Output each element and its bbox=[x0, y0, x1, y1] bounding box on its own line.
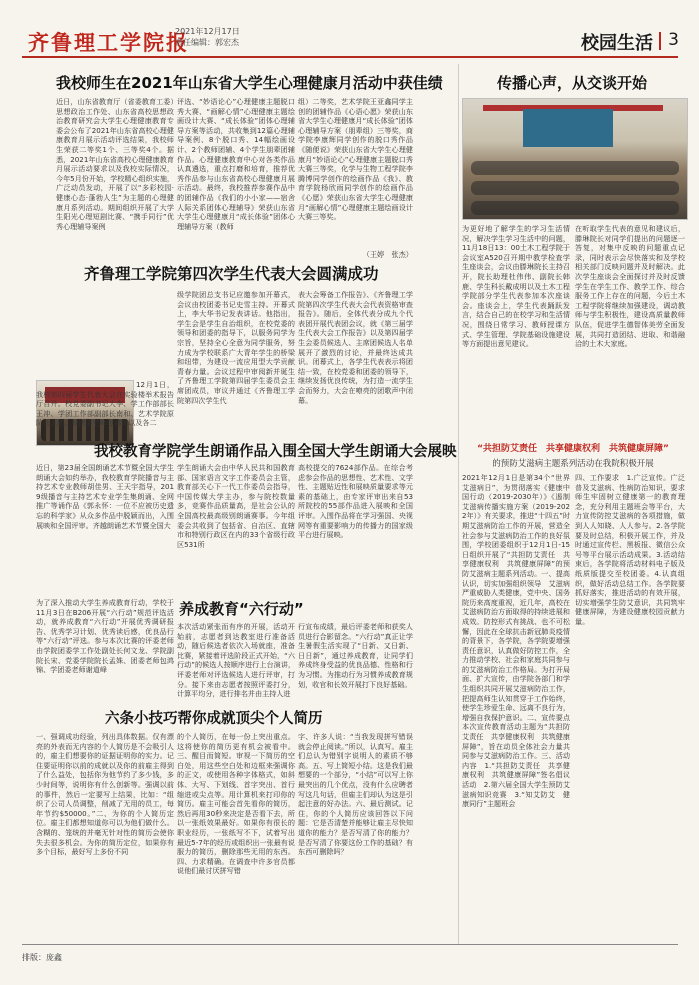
layout-editor: 排版：庞鑫 bbox=[22, 953, 62, 962]
page-separator bbox=[659, 32, 661, 50]
issue-meta bbox=[175, 26, 240, 48]
psych-byline: （王婷 张杰） bbox=[362, 250, 413, 259]
recital-headline: 我校教育学院学生朗诵作品入围全国大学生朗诵大会展映 bbox=[94, 444, 457, 460]
footer-rule bbox=[22, 944, 678, 945]
recital-col-1: 近日，第23届全国朗诵艺术节暨全国大学生朗诵大会如约举办，我校教育学院播音与主持艺术专业教师胡佳男、王天宇指导，2019级播音与主持艺术专业学生集朗诵、全网推广等诵作品《郭永怀：一位不应被历史遗忘的科学家》从众多作品中脱颖而出，入围展映和全国评审。齐越朗诵艺术节暨全国大 bbox=[36, 463, 174, 530]
psych-col-3: 组）二等奖，艺术学院王亚鑫同学主创的团辅作品《心语心愿》荣获山东省大学生心理健康月“成长体验”团体心理辅导方案（朋辈组）三等奖，商学院李康辉同学创作的脱口秀作品《随便说》荣获山东省大学生心理健康月“妙语论心”心理健康主题脱口秀大赛三等奖，化学与生物工程学院李腾博同学创作的绘画作品《我》、教育学院杨欣雨同学创作的绘画作品《心愿》荣获山东省大学生心理健康月“画解心情”心理健康主题绘画设计大赛三等奖。 bbox=[298, 97, 413, 222]
recital-col-3: 高校提交的7624部作品。在综合考虑参会作品的思想性、艺术性、文学性、主题贴近性和展映质量要求等元素的基础上，由专家评审出来自53所院校的55部作品进入展映和全国评审。入围作品将在学习强国、央视网等有重要影响力的传播力的国家级平台进行展映。 bbox=[298, 463, 413, 540]
resume-col-2: 的个人简历，在每一份上突出重点。这将使你的简历更有机会被看中。三、醒目而简短。审视一下简历的空白处，用这些空白处和边框来强调你的正文，或使用各种字体格式，如斜体、大写、下划线、首字突出、首行缩进或尖点等。用计算机来打印你的简历。雇主可能会首先看你的简历，然后再用30秒来决定是否看下去，所以一张纸效果最好。如果你有很长的职业经历，一张纸写不下，试着写出最近5-7年的经历或组织出一张最有说服力的简历，删除那些无用的东西。四、力求精确。在调查中许多官员都说他们最讨厌拼写错 bbox=[177, 732, 295, 876]
congress-col-left: 12月1日，我校第四届学生代表大会在实验楼举术报告厅召开。校党委副书记大李、学工作部部长王冲、学团工作部副部长南和、艺术学院原院长王鹏、校团委老师包鸿锦以及各二 bbox=[36, 380, 174, 428]
psych-col-2: 评选、“妙语论心”心理健康主题脱口秀大赛、“画解心情”心理健康主题绘画设计大赛、“成长体验”团体心理辅导方案等活动，共收集到12篇心理辅导案例、8个脱口秀、14幅绘画设计、2个教师团辅、4个学生朋辈团辅作品。心理健康教育中心对各类作品认真遴选，重点打磨和培育，推荐优秀作品参与山东省高校心理健康月展示活动。最终，我校推荐参赛作品中的团辅作品《我们的小小家——宿舍人际关系团体心理辅导》荣获山东省大学生心理健康月“成长体验”团体心理辅导方案（教师 bbox=[177, 97, 295, 231]
congress-col-2: 级学院团总支书记应邀参加开幕式，会议由校团委书记史雪主持。开幕式上，李大华书记发表讲话。他指出，学生会是学生自治组织，在校党委的领导和团委的指导下，以服务同学为宗旨，坚持全心全意为同学服务，努力成为学校联系广大青年学生的桥梁和纽带，为建设一流应用型大学贡献青春力量。会议过程中审阅新并诞生了齐鲁理工学院第四届学生委员会主席团成员，审议并通过《齐鲁理工学院第四次学生代 bbox=[177, 290, 295, 405]
column-divider bbox=[458, 64, 459, 944]
issue-editor: 责任编辑：郭宏杰 bbox=[175, 38, 239, 47]
masthead-rule bbox=[22, 56, 678, 58]
psych-headline: 我校师生在2021年山东省大学生心理健康月活动中获佳绩 bbox=[56, 74, 443, 92]
chuanbo-headline: 传播心声，从交谈开始 bbox=[497, 74, 648, 92]
seat-row bbox=[471, 181, 679, 195]
liuxing-col-2: 本次活动紧张而有序的开展，活动开始前，志愿者到达教室进行准备活动，随后候选者依次入场就座，准备比赛，紧接着评选阶段正式开始，“六行动”的候选人按顺序进行上台演讲，评委老师对评选候选人进行评审，打分。接下来由志愿者按照评委打分，计算平均分，进行排名并由主持人进 bbox=[177, 622, 295, 699]
screen-shape bbox=[523, 109, 613, 147]
ribbon-heading bbox=[461, 441, 685, 467]
congress-col-3: 表大会筹备工作报告》、《齐鲁理工学院第四次学生代表大会代表资格审查报告》。随后，全体代表分成九个代表团开展代表团会议，就《第三届学生代表大会工作报告》以及第四届学生会委员候选人、主席团候选人名单展开了激烈的讨论，并最终达成共识。闭幕式上，各学生代表表示将团结一致，在校党委和团委的领导下，继续发扬优良传统，为打造一流学生会而努力，大会在嘹亮的团歌声中闭幕。 bbox=[298, 290, 413, 405]
liuxing-headline: 养成教育“六行动” bbox=[179, 600, 304, 618]
chuanbo-col-2: 在听取学生代表的意见和建议后，滕琳院长对同学们提出的问题逐一答复，对集中反映的问题重点记录，同时表示会尽快落实和及学校相关部门反映问题并及时解决。此次学生座谈会全面探讨并及时反馈学生在学生工作、教学工作、综合服务工作上存在的问题，今后土木工程学院将继续加强建设，调动教师与学生积极性，建设高质量教师队伍，促进学生德智体美劳全面发展，共同打造团结、进取、和谐融洽的土木大家庭。 bbox=[575, 224, 685, 349]
issue-date: 2021年12月17日 bbox=[175, 27, 240, 36]
page-number: 3 bbox=[668, 30, 679, 50]
meeting-photo bbox=[462, 98, 688, 220]
resume-col-1: 一、强调成功经验，列出具体数据。仅有漂亮的外表而无内容的个人简历是不会吸引人的，雇主们想要你的证据证明你的实力。记住要证明你以前的成就以及你的前雇主得到了什么益处，包括你为他节约了多少钱，多少时间等，说明你有什么创新等。强调以前的事件，然后一定要写上结果，比如：“组织了公司人员调整，削减了无用的员工，每年节约$50000。”二、为你的个人简历定位。雇主们都想知道你可以为他们做什么。含糊的、笼统的并毫无针对性的简历会使你失去很多机会。为你的简历定位，如果你有多个目标，最好写上多份不同 bbox=[36, 732, 174, 857]
ribbon-subhead: 的预防艾滋病主题系列活动在我院积极开展 bbox=[492, 459, 654, 469]
section-title: 校园生活 bbox=[581, 33, 653, 54]
liuxing-col-3: 行宣布成绩，最后评委老师和获奖人员进行合影留念。“六行动”真正让学生暑假生活实现了“日新、又日新、日日新”，通过养成教育，让同学们养成终身受益的优良品德、性格和行为习惯。为推动行为习惯养成教育规划，收官和长效开展打下良好基础。 bbox=[298, 622, 413, 689]
psych-col-1: 近日，山东省教育厅（省委教育工委）思想政治工作处、山东省高校思想政治教育研究会大学生心理健康教育专委会公布了2021年山东省高校心理健康教育月展示活动评选结果，我校师生荣获二等奖1个、三等奖4个。据悉，2021年山东省高校心理健康教育月展示活动要求以及我校实际情况，今年5月份开始，学校精心组织实施，广泛动员发动，开展了以“多彩校园·健康心态·蓬勃人生”为主题的心理健康月系列活动。期间组织开展了大学生阳光心理短剧比赛、“携手同行”优秀心理辅导案例 bbox=[56, 97, 175, 231]
paper-masthead: 齐鲁理工学院报 bbox=[28, 30, 189, 55]
recital-col-2: 学生朗诵大会由中华人民共和国教育部、国家语言文字工作委员会主管，教育部关心下一代工作委员会指导，中国传媒大学主办，参与院校数量多，竞赛作品质量高，是社会公认的全国高校最高级别朗诵赛事。今年组委会共收到了包括省、自治区、直辖市和特别行政区在内的33个省级行政区531所 bbox=[177, 463, 295, 549]
resume-col-3: 字、许多人说：“当我发现拼写错误就会停止阅读。”所以，认真写。雇主们总认为错别字说明人的素质不够高。五、写上简短小结。这是我们最想要的一个部分，“小结”可以写上你最突出的几个优点，没有什么应聘者写这几句话，但雇主们却认为这是引起注意的好办法。六、最后测试。记住，你的个人简历应该回答以下问题：它是否清楚并能够让雇主尽快知道你的能力？是否写清了你的能力？是否写清了你要这份工作的基础？有东西可删除吗？ bbox=[298, 732, 413, 857]
ribbon-col-1: 2021年12月1日是第34个“世界艾滋病日”，为贯彻落实《健康中国行动（2019-2030年）》《遏制艾滋病传播实施方案（2019-2022年）》有关要求，推进“十四五”时期艾滋病防治工作的开展，营造全社会参与艾滋病防治工作的良好氛围，学校团委组织于12月1日-15日组织开展了“共担防艾责任 共享健康权利 共筑健康屏障”的预防艾滋病主题系列活动。一、提高认识，切实加强组织领导 艾滋病严重威胁人类健康，党中央、国务院历来高度重视，近几年，高校在艾滋病防治方面取得的持续进展和成效。防控形式有挑战、也不可松懈，因此在全球抗击新冠肺炎疫情的背景下，各学院，各学院要增强责任意识，认真做好防控工作，全力推动学校、社会和家庭共同参与的艾滋病防治工作格局。为打开局面、扩大宣传，由学院各部门和学生组织共同开展艾滋病防治工作，把提高师生认知贯穿于工作始终，使学生珍爱生命、远离不良行为，增强自我保护意识。二、宣传要点 本次宣传教育活动主题为“共担防艾责任 共享健康权利 共筑健康屏障”，旨在动员全体社会力量共同参与艾滋病防治工作。三、活动内容 1.“共担防艾责任 共享健康权利 共筑健康屏障”签名倡议活动 2.第六届全国大学生预防艾滋病知识竞赛 3.“知艾防艾 健康同行”主题班会 bbox=[462, 473, 578, 809]
seat-row bbox=[471, 161, 679, 175]
liuxing-col-1: 为了深入推动大学生养成教育行动，学校于11月3日在B206开展“六行动”规范评选活动，就养成教育“六行动”开展优秀调研报告、优秀学习计划、优秀读后感，优良品行等“六行动”评选。参与本次比赛的评委老师由学院团委学工作处副处长何文龙、学院副院长宋、党委学院院长孟姝、团委老师包鸿锦、学团委老师谢道峰 bbox=[36, 598, 174, 675]
congress-headline: 齐鲁理工学院第四次学生代表大会圆满成功 bbox=[84, 265, 379, 283]
ribbon-col-2: 四、工作要求 1.广泛宣传。广泛普及艾滋病、性病防治知识，要求师生牢固树立健康第一的教育理念，充分利用主题班会等平台，大力宣传防控艾滋病的各项措施，做到人人知晓、人人参与。2.各学院要及时总结，积极开展工作，并及时通过宣传栏、黑板报、微信公众号等平台展示活动成果。3.活动结束后，各学院将活动材料电子版及纸质版提交至校团委。4.认真组织，做好活动总结工作。各学院要抓好落实，推进活动的有效开展，切实增强学生防艾意识，共同筑牢健康屏障，为建设健康校园贡献力量。 bbox=[575, 473, 685, 626]
seat-row bbox=[471, 201, 679, 215]
ribbon-headline: “共担防艾责任 共享健康权利 共筑健康屏障” bbox=[477, 444, 669, 454]
chuanbo-col-1: 为更好地了解学生的学习生活情况，解决学生学习生活中的问题，11月18日13：00土木工程学院于会议室A520召开期中教学检查学生座谈会，会议由滕琳院长主持召开，院长助理杜伟伟、副院长韩鹿、学生科长戴成明以及土木工程学院部分学生代表参加本次座谈会。座谈会上，学生代表踊跃发言，结合自己的在校学习和生活情况，围绕日常学习、教师授课方式、学生管理、学院基础设施建设等方面提出意见建议。 bbox=[462, 224, 570, 349]
resume-headline: 六条小技巧帮你成就顶尖个人简历 bbox=[105, 711, 323, 727]
